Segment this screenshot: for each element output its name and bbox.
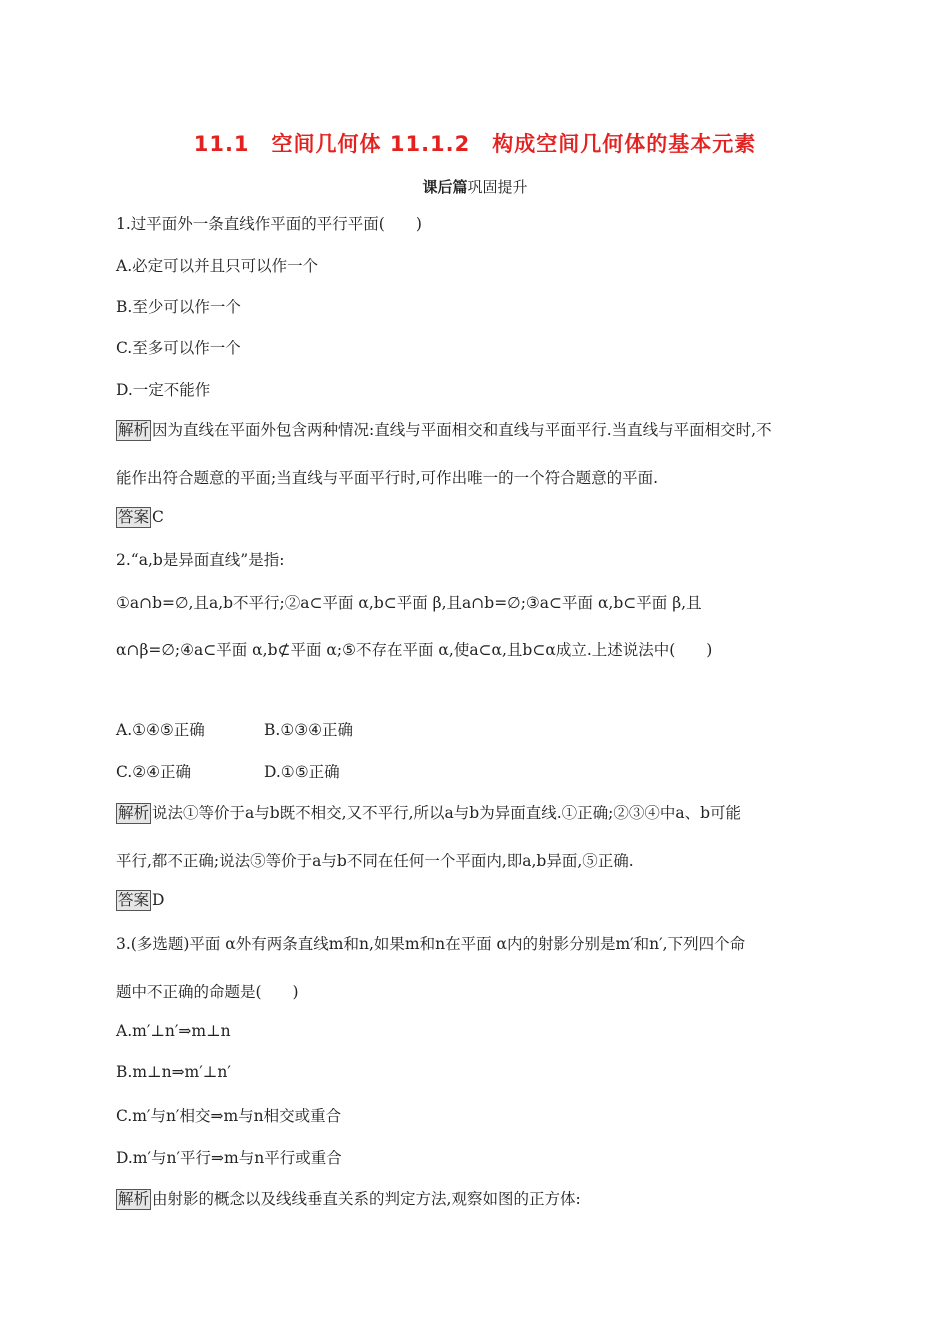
q3-option-c: C.m′与n′相交⇒m与n相交或重合 — [116, 1107, 342, 1125]
page-title: 11.1 空间几何体 11.1.2 构成空间几何体的基本元素 — [193, 132, 757, 156]
q2-option-c: C.②④正确 — [116, 763, 192, 781]
q3-option-d: D.m′与n′平行⇒m与n平行或重合 — [116, 1149, 342, 1167]
q1-option-a: A.必定可以并且只可以作一个 — [116, 257, 319, 275]
q3-option-b: B.m⊥n⇒m′⊥n′ — [116, 1063, 231, 1081]
q2-analysis-cont: 平行,都不正确;说法⑤等价于a与b不同在任何一个平面内,即a,b异面,⑤正确. — [116, 852, 634, 870]
q1-analysis-cont: 能作出符合题意的平面;当直线与平面平行时,可作出唯一的一个符合题意的平面. — [116, 469, 659, 487]
q3-option-a: A.m′⊥n′⇒m⊥n — [116, 1022, 231, 1040]
q1-option-b: B.至少可以作一个 — [116, 298, 241, 316]
q2-stem: 2.“a,b是异面直线”是指: — [116, 551, 285, 569]
analysis-tag: 解析 — [118, 804, 150, 822]
analysis-tag: 解析 — [118, 1190, 150, 1208]
q3-analysis: 解析 由射影的概念以及线线垂直关系的判定方法,观察如图的正方体: — [118, 1190, 581, 1208]
q2-statement-1: ①a∩b=∅,且a,b不平行;②a⊂平面 α,b⊂平面 β,且a∩b=∅;③a⊂平面 α,b⊂平面 β,且 — [116, 594, 702, 612]
section-subtitle: 课后篇巩固提升 — [422, 178, 528, 196]
q2-analysis: 解析 说法①等价于a与b既不相交,又不平行,所以a与b为异面直线.①正确;②③④中a、b可能 — [118, 804, 742, 822]
q3-stem: 3.(多选题)平面 α外有两条直线m和n,如果m和n在平面 α内的射影分别是m′和n′,下列四个命 — [116, 935, 746, 953]
q2-option-a: A.①④⑤正确 — [116, 721, 205, 739]
analysis-tag: 解析 — [118, 421, 150, 439]
q2-option-d: D.①⑤正确 — [264, 763, 340, 781]
q2-statement-2: α∩β=∅;④a⊂平面 α,b⊄平面 α;⑤不存在平面 α,使a⊂α,且b⊂α成立.上述说法中( ) — [116, 641, 713, 659]
q1-stem: 1.过平面外一条直线作平面的平行平面( ) — [116, 215, 422, 233]
answer-tag: 答案 — [118, 891, 150, 909]
q1-option-c: C.至多可以作一个 — [116, 339, 241, 357]
q3-stem-cont: 题中不正确的命题是( ) — [116, 983, 299, 1001]
q2-answer: 答案 D — [118, 891, 165, 909]
q1-analysis: 解析 因为直线在平面外包含两种情况:直线与平面相交和直线与平面平行.当直线与平面相交时,不 — [118, 421, 772, 439]
answer-tag: 答案 — [118, 508, 150, 526]
q2-option-b: B.①③④正确 — [264, 721, 354, 739]
q1-answer: 答案 C — [118, 508, 164, 526]
q1-option-d: D.一定不能作 — [116, 381, 211, 399]
